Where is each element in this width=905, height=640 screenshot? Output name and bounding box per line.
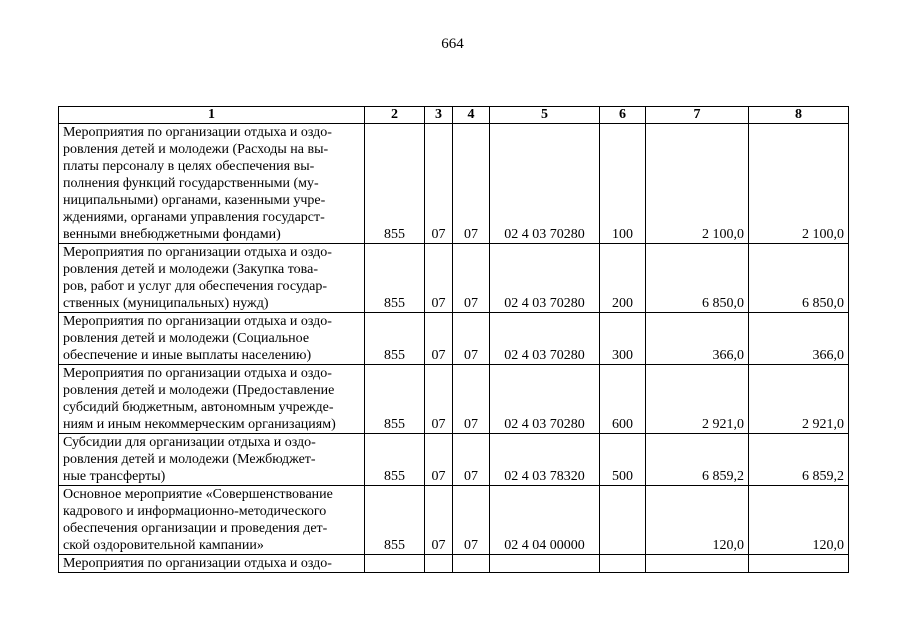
description-line: ров, работ и услуг для обеспечения государ-: [63, 279, 328, 294]
row-description: [59, 365, 365, 434]
cell-subsection: 07: [453, 124, 490, 244]
description-line: ждениями, органами управления государст-: [63, 210, 325, 225]
cell-target-article: 02 4 03 70280: [490, 365, 600, 434]
description-line: ской оздоровительной кампании»: [63, 538, 264, 553]
budget-table: [58, 106, 849, 573]
cell-target-article: 02 4 03 70280: [490, 244, 600, 313]
cell-admin-code: 855: [365, 313, 425, 365]
cell-expense-type: 200: [600, 244, 646, 313]
cell-subsection: [453, 555, 490, 573]
row-description: [59, 486, 365, 555]
cell-section: 07: [425, 313, 453, 365]
cell-admin-code: 855: [365, 244, 425, 313]
description-line: Основное мероприятие «Совершенствование: [63, 487, 333, 502]
cell-target-article: 02 4 03 70280: [490, 124, 600, 244]
cell-section: 07: [425, 486, 453, 555]
cell-expense-type: 500: [600, 434, 646, 486]
cell-target-article: 02 4 04 00000: [490, 486, 600, 555]
cell-target-article: [490, 555, 600, 573]
cell-subsection: 07: [453, 244, 490, 313]
description-line: полнения функций государственными (му-: [63, 176, 319, 191]
cell-admin-code: [365, 555, 425, 573]
header-col-2: 2: [365, 107, 425, 124]
cell-section: 07: [425, 434, 453, 486]
cell-amount-8: 366,0: [749, 313, 849, 365]
header-col-3: 3: [425, 107, 453, 124]
description-line: ровления детей и молодежи (Закупка това-: [63, 262, 318, 277]
table-row: [59, 486, 849, 555]
description-line: обеспечения организации и проведения дет-: [63, 521, 328, 536]
table-row-partial: [59, 555, 849, 573]
header-col-1: 1: [59, 107, 365, 124]
cell-amount-7: 6 850,0: [646, 244, 749, 313]
cell-amount-7: 366,0: [646, 313, 749, 365]
cell-expense-type: [600, 486, 646, 555]
cell-expense-type: 300: [600, 313, 646, 365]
header-col-4: 4: [453, 107, 490, 124]
description-line: ровления детей и молодежи (Межбюджет-: [63, 452, 316, 467]
description-line: ровления детей и молодежи (Предоставление: [63, 383, 335, 398]
cell-expense-type: [600, 555, 646, 573]
description-line: Мероприятия по организации отдыха и оздо-: [63, 125, 332, 140]
cell-subsection: 07: [453, 486, 490, 555]
description-line: ровления детей и молодежи (Социальное: [63, 331, 310, 346]
row-description: [59, 244, 365, 313]
cell-admin-code: 855: [365, 434, 425, 486]
cell-section: 07: [425, 124, 453, 244]
header-col-8: 8: [749, 107, 849, 124]
cell-amount-7: 2 100,0: [646, 124, 749, 244]
cell-amount-8: 6 859,2: [749, 434, 849, 486]
header-col-5: 5: [490, 107, 600, 124]
table-row: [59, 365, 849, 434]
cell-amount-8: 2 100,0: [749, 124, 849, 244]
table-row: [59, 244, 849, 313]
description-line: кадрового и информационно-методического: [63, 504, 327, 519]
description-line: Мероприятия по организации отдыха и оздо-: [63, 366, 332, 381]
description-line: Мероприятия по организации отдыха и оздо-: [63, 245, 332, 260]
table-header-row: [59, 107, 849, 124]
description-line: обеспечение и иные выплаты населению): [63, 348, 312, 363]
cell-expense-type: 600: [600, 365, 646, 434]
cell-amount-7: 2 921,0: [646, 365, 749, 434]
table-row: [59, 313, 849, 365]
description-line: венными внебюджетными фондами): [63, 227, 281, 242]
description-line: ные трансферты): [63, 469, 166, 484]
table-row: [59, 434, 849, 486]
cell-amount-8: 6 850,0: [749, 244, 849, 313]
row-description: [59, 124, 365, 244]
cell-amount-7: [646, 555, 749, 573]
description-line: ровления детей и молодежи (Расходы на вы-: [63, 142, 329, 157]
header-col-7: 7: [646, 107, 749, 124]
row-description: Мероприятия по организации отдыха и оздо-: [59, 555, 365, 573]
cell-subsection: 07: [453, 313, 490, 365]
description-line: Мероприятия по организации отдыха и оздо-: [63, 314, 332, 329]
cell-target-article: 02 4 03 78320: [490, 434, 600, 486]
cell-section: 07: [425, 365, 453, 434]
header-col-6: 6: [600, 107, 646, 124]
row-description: [59, 434, 365, 486]
description-line: ниям и иным некоммерческим организациям): [63, 417, 336, 432]
cell-admin-code: 855: [365, 124, 425, 244]
table-row: [59, 124, 849, 244]
cell-subsection: 07: [453, 365, 490, 434]
cell-amount-8: 120,0: [749, 486, 849, 555]
description-line: платы персоналу в целях обеспечения вы-: [63, 159, 315, 174]
cell-target-article: 02 4 03 70280: [490, 313, 600, 365]
row-description: [59, 313, 365, 365]
description-line: субсидий бюджетным, автономным учрежде-: [63, 400, 334, 415]
cell-subsection: 07: [453, 434, 490, 486]
cell-amount-7: 120,0: [646, 486, 749, 555]
cell-amount-8: [749, 555, 849, 573]
cell-section: 07: [425, 244, 453, 313]
cell-amount-8: 2 921,0: [749, 365, 849, 434]
cell-amount-7: 6 859,2: [646, 434, 749, 486]
cell-section: [425, 555, 453, 573]
cell-admin-code: 855: [365, 365, 425, 434]
cell-expense-type: 100: [600, 124, 646, 244]
description-line: ственных (муниципальных) нужд): [63, 296, 269, 311]
description-line: Субсидии для организации отдыха и оздо-: [63, 435, 316, 450]
description-line: ниципальными) органами, казенными учре-: [63, 193, 326, 208]
cell-admin-code: 855: [365, 486, 425, 555]
page-number: 664: [441, 36, 464, 52]
